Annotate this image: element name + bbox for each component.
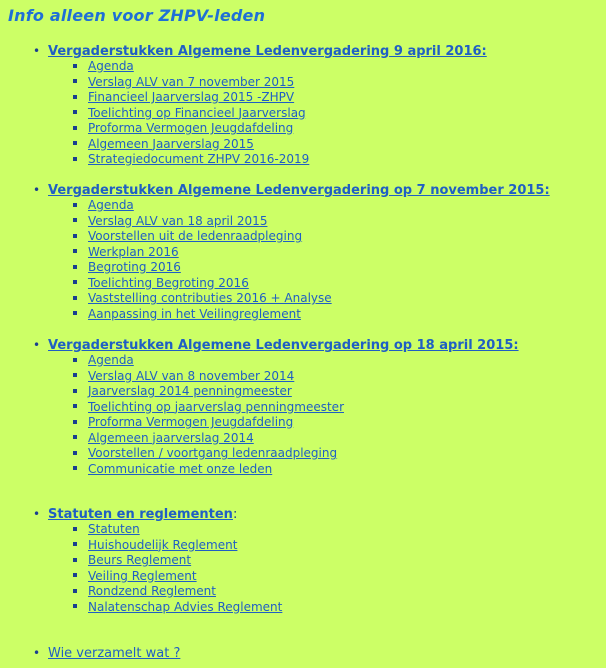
doc-link-strategiedocument[interactable]: Strategiedocument ZHPV 2016-2019 bbox=[88, 152, 310, 166]
doc-link-verslag-alv[interactable]: Verslag ALV van 18 april 2015 bbox=[88, 213, 268, 228]
doc-link-voorstellen[interactable]: Voorstellen uit de ledenraadpleging bbox=[88, 229, 303, 243]
section-heading-link[interactable]: Vergaderstukken Algemene Ledenvergadering op 7 november 2015: bbox=[48, 183, 550, 198]
square-bullet-icon bbox=[73, 435, 77, 439]
square-bullet-icon bbox=[73, 466, 77, 470]
doc-link-nalatenschap-reglement[interactable]: Nalatenschap Advies Reglement bbox=[88, 599, 283, 614]
list-item bbox=[73, 353, 593, 369]
square-bullet-icon bbox=[73, 218, 77, 222]
list-item bbox=[73, 384, 593, 400]
section-heading-row bbox=[33, 645, 593, 661]
square-bullet-icon bbox=[73, 589, 77, 593]
doc-link-toelichting-jaarverslag[interactable]: Toelichting op jaarverslag penningmeester bbox=[88, 399, 344, 414]
list-item bbox=[73, 431, 593, 447]
document-list bbox=[73, 198, 593, 322]
bullet-icon: • bbox=[33, 183, 41, 197]
section-heading-row bbox=[33, 506, 593, 522]
document-list bbox=[73, 522, 593, 615]
doc-link-proforma[interactable]: Proforma Vermogen Jeugdafdeling bbox=[88, 415, 294, 429]
doc-link-communicatie[interactable]: Communicatie met onze leden bbox=[88, 461, 273, 476]
section-wie-verzamelt-wat bbox=[33, 645, 593, 661]
square-bullet-icon bbox=[73, 141, 77, 145]
doc-link-begroting[interactable]: Begroting 2016 bbox=[88, 260, 181, 274]
list-item bbox=[73, 214, 593, 230]
wie-verzamelt-wat-link[interactable]: Wie verzamelt wat ? bbox=[48, 646, 181, 661]
list-item bbox=[73, 307, 593, 323]
doc-link-algemeen-jaarverslag[interactable]: Algemeen Jaarverslag 2015 bbox=[88, 136, 254, 151]
square-bullet-icon bbox=[73, 126, 77, 130]
list-item bbox=[73, 415, 593, 431]
section-statuten-reglementen bbox=[33, 506, 593, 615]
square-bullet-icon bbox=[73, 558, 77, 562]
doc-link-agenda[interactable]: Agenda bbox=[88, 59, 134, 73]
square-bullet-icon bbox=[73, 234, 77, 238]
square-bullet-icon bbox=[73, 451, 77, 455]
list-item bbox=[73, 446, 593, 462]
bullet-icon: • bbox=[33, 646, 41, 660]
square-bullet-icon bbox=[73, 604, 77, 608]
bullet-icon: • bbox=[33, 44, 41, 58]
list-item bbox=[73, 245, 593, 261]
heading-colon: : bbox=[232, 507, 238, 522]
list-item bbox=[73, 229, 593, 245]
square-bullet-icon bbox=[73, 95, 77, 99]
square-bullet-icon bbox=[73, 203, 77, 207]
list-item bbox=[73, 291, 593, 307]
square-bullet-icon bbox=[73, 420, 77, 424]
square-bullet-icon bbox=[73, 373, 77, 377]
doc-link-werkplan[interactable]: Werkplan 2016 bbox=[88, 244, 179, 259]
list-item bbox=[73, 538, 593, 554]
square-bullet-icon bbox=[73, 64, 77, 68]
list-item bbox=[73, 121, 593, 137]
bullet-icon: • bbox=[33, 507, 41, 521]
square-bullet-icon bbox=[73, 404, 77, 408]
section-alv-7-november-2015 bbox=[33, 182, 593, 322]
doc-link-statuten[interactable]: Statuten bbox=[88, 522, 140, 536]
document-list bbox=[73, 353, 593, 477]
square-bullet-icon bbox=[73, 157, 77, 161]
square-bullet-icon bbox=[73, 389, 77, 393]
list-item bbox=[73, 152, 593, 168]
square-bullet-icon bbox=[73, 249, 77, 253]
list-item bbox=[73, 369, 593, 385]
list-item bbox=[73, 584, 593, 600]
list-item bbox=[73, 106, 593, 122]
section-heading-row bbox=[33, 337, 593, 353]
doc-link-toelichting-begroting[interactable]: Toelichting Begroting 2016 bbox=[88, 275, 249, 290]
list-item bbox=[73, 600, 593, 616]
square-bullet-icon bbox=[73, 542, 77, 546]
doc-link-contributies[interactable]: Vaststelling contributies 2016 + Analyse bbox=[88, 291, 332, 305]
doc-link-verslag-alv[interactable]: Verslag ALV van 8 november 2014 bbox=[88, 368, 295, 383]
square-bullet-icon bbox=[73, 280, 77, 284]
square-bullet-icon bbox=[73, 311, 77, 315]
section-heading-link[interactable]: Vergaderstukken Algemene Ledenvergadering 9 april 2016: bbox=[48, 44, 487, 59]
list-item bbox=[73, 462, 593, 478]
doc-link-algemeen-jaarverslag[interactable]: Algemeen jaarverslag 2014 bbox=[88, 430, 254, 445]
list-item bbox=[73, 59, 593, 75]
list-item bbox=[73, 198, 593, 214]
doc-link-toelichting[interactable]: Toelichting op Financieel Jaarverslag bbox=[88, 105, 306, 120]
doc-link-veiling-reglement[interactable]: Veiling Reglement bbox=[88, 568, 197, 583]
doc-link-veilingreglement[interactable]: Aanpassing in het Veilingreglement bbox=[88, 306, 301, 321]
section-alv-18-april-2015 bbox=[33, 337, 593, 477]
list-item bbox=[73, 75, 593, 91]
square-bullet-icon bbox=[73, 358, 77, 362]
section-alv-9-april-2016 bbox=[33, 43, 593, 168]
list-item bbox=[73, 569, 593, 585]
doc-link-jaarverslag-penningmeester[interactable]: Jaarverslag 2014 penningmeester bbox=[88, 384, 292, 398]
square-bullet-icon bbox=[73, 527, 77, 531]
list-item bbox=[73, 276, 593, 292]
square-bullet-icon bbox=[73, 110, 77, 114]
page-title: Info alleen voor ZHPV-leden bbox=[8, 6, 266, 25]
section-heading-row bbox=[33, 182, 593, 198]
list-item bbox=[73, 522, 593, 538]
list-item bbox=[73, 137, 593, 153]
square-bullet-icon bbox=[73, 573, 77, 577]
list-item bbox=[73, 90, 593, 106]
square-bullet-icon bbox=[73, 296, 77, 300]
section-heading-link[interactable]: Vergaderstukken Algemene Ledenvergadering op 18 april 2015: bbox=[48, 338, 519, 353]
section-heading-link[interactable]: Statuten en reglementen bbox=[48, 507, 233, 522]
bullet-icon: • bbox=[33, 338, 41, 352]
doc-link-agenda[interactable]: Agenda bbox=[88, 198, 134, 212]
doc-link-beurs-reglement[interactable]: Beurs Reglement bbox=[88, 553, 192, 567]
doc-link-financieel-jaarverslag[interactable]: Financieel Jaarverslag 2015 -ZHPV bbox=[88, 90, 295, 104]
square-bullet-icon bbox=[73, 79, 77, 83]
section-heading-row bbox=[33, 43, 593, 59]
doc-link-rondzend-reglement[interactable]: Rondzend Reglement bbox=[88, 584, 216, 598]
doc-link-proforma[interactable]: Proforma Vermogen Jeugdafdeling bbox=[88, 121, 294, 135]
doc-link-huishoudelijk-reglement[interactable]: Huishoudelijk Reglement bbox=[88, 537, 238, 552]
square-bullet-icon bbox=[73, 265, 77, 269]
doc-link-ledenraadpleging[interactable]: Voorstellen / voortgang ledenraadpleging bbox=[88, 446, 338, 460]
doc-link-verslag-alv[interactable]: Verslag ALV van 7 november 2015 bbox=[88, 74, 295, 89]
list-item bbox=[73, 553, 593, 569]
doc-link-agenda[interactable]: Agenda bbox=[88, 353, 134, 367]
list-item bbox=[73, 260, 593, 276]
list-item bbox=[73, 400, 593, 416]
document-list bbox=[73, 59, 593, 168]
